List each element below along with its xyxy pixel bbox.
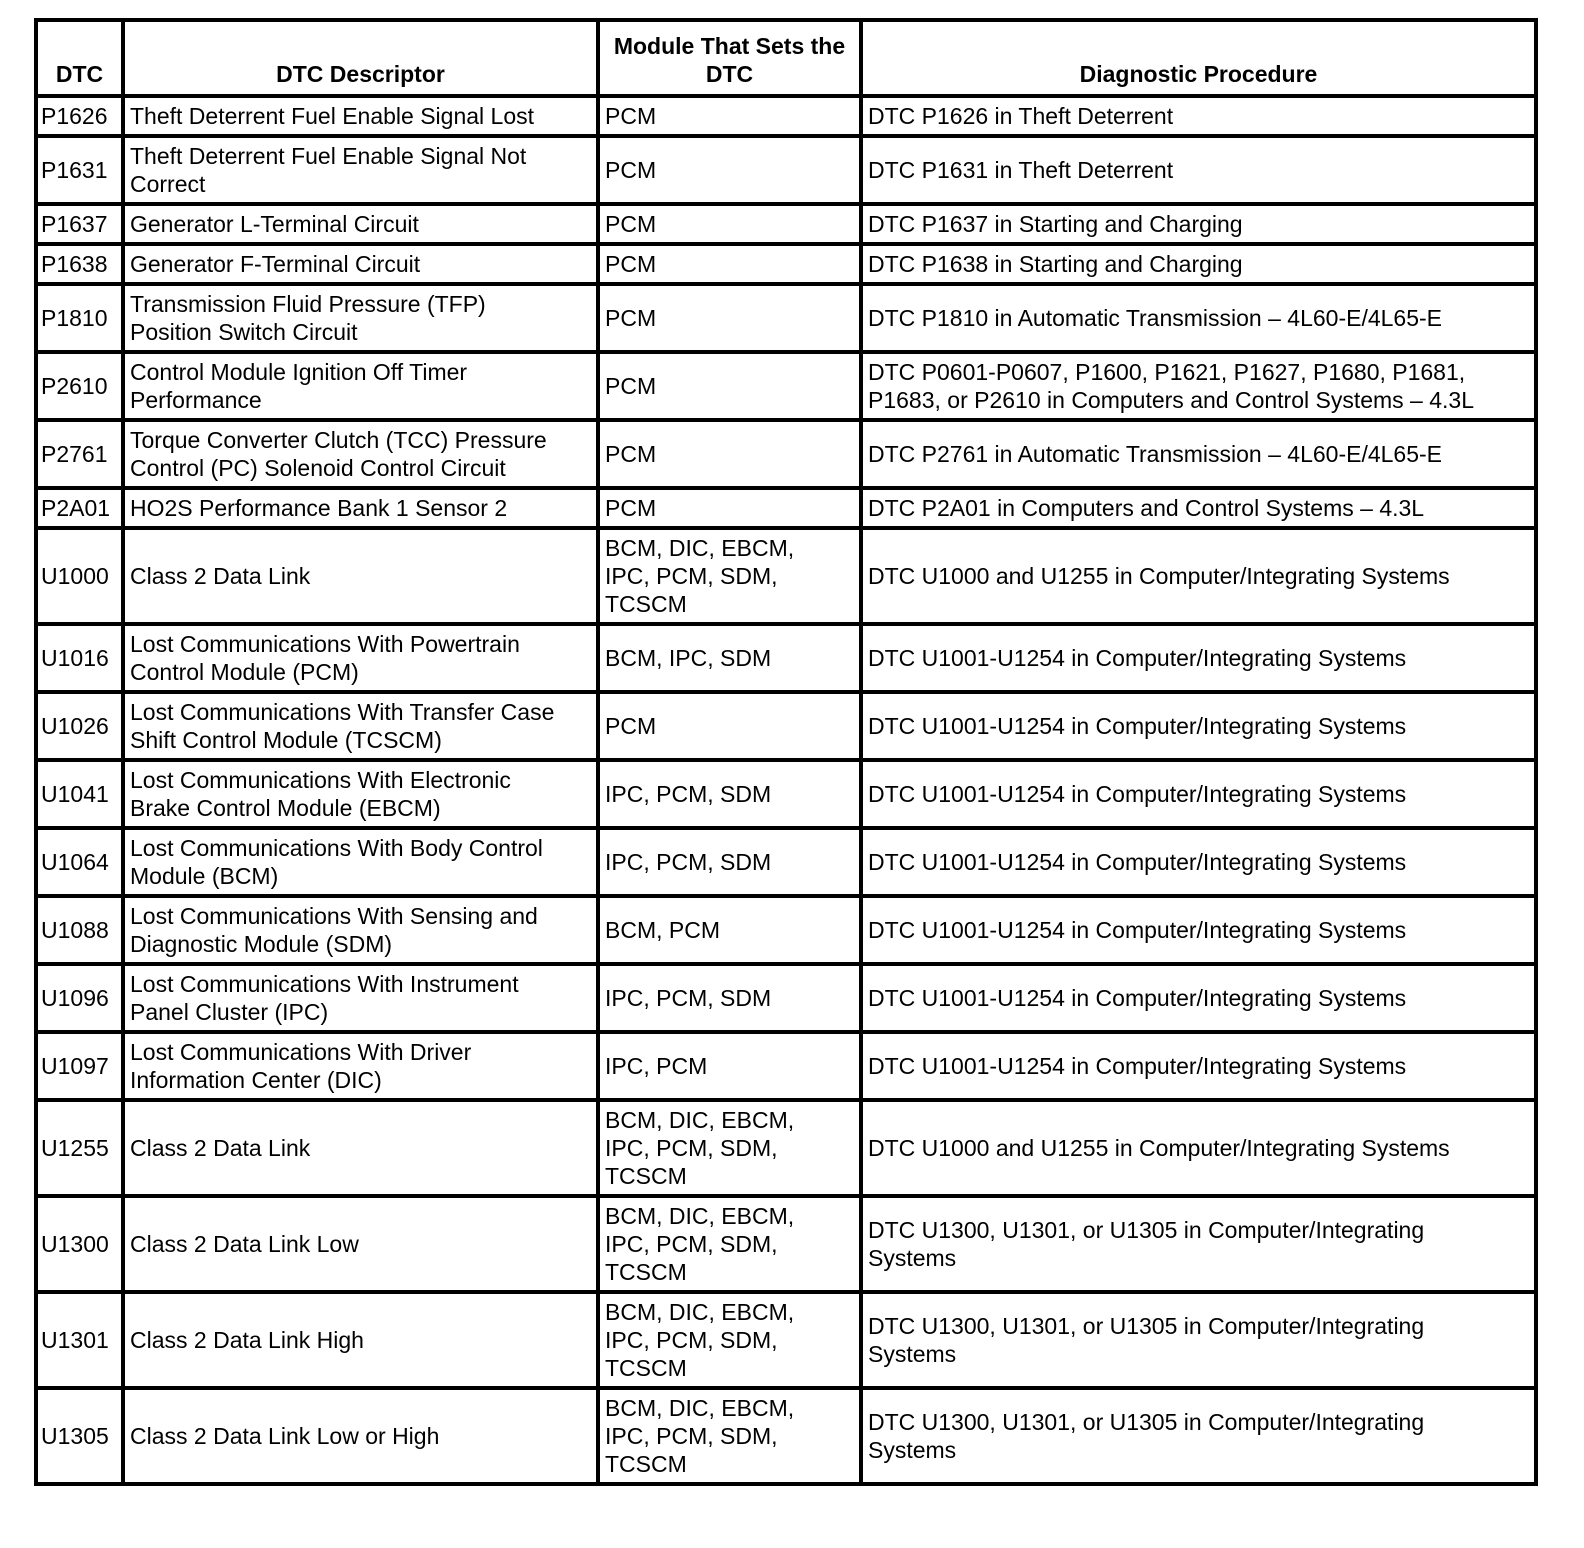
- dtc-descriptor-cell: Theft Deterrent Fuel Enable Signal Lost: [123, 96, 598, 136]
- module-cell: PCM: [598, 284, 861, 352]
- module-cell: BCM, DIC, EBCM, IPC, PCM, SDM, TCSCM: [598, 528, 861, 624]
- dtc-descriptor-cell: Class 2 Data Link Low or High: [123, 1388, 598, 1484]
- table-row: [36, 1196, 1536, 1292]
- table-body: [36, 96, 1536, 1484]
- header-procedure: Diagnostic Procedure: [861, 20, 1536, 96]
- module-cell: PCM: [598, 420, 861, 488]
- module-cell: PCM: [598, 692, 861, 760]
- dtc-code-cell: P1637: [36, 204, 123, 244]
- dtc-descriptor-cell: Generator F-Terminal Circuit: [123, 244, 598, 284]
- table-row: [36, 1388, 1536, 1484]
- module-cell: IPC, PCM, SDM: [598, 964, 861, 1032]
- dtc-code-cell: P2761: [36, 420, 123, 488]
- dtc-descriptor-cell: Lost Communications With Instrument Panel Cluster (IPC): [123, 964, 598, 1032]
- module-cell: PCM: [598, 488, 861, 528]
- module-cell: BCM, DIC, EBCM, IPC, PCM, SDM, TCSCM: [598, 1388, 861, 1484]
- table-row: [36, 284, 1536, 352]
- dtc-descriptor-cell: Lost Communications With Transfer Case Shift Control Module (TCSCM): [123, 692, 598, 760]
- table-row: [36, 896, 1536, 964]
- dtc-descriptor-cell: Generator L-Terminal Circuit: [123, 204, 598, 244]
- table-row: [36, 244, 1536, 284]
- module-cell: PCM: [598, 244, 861, 284]
- module-cell: BCM, IPC, SDM: [598, 624, 861, 692]
- header-module: Module That Sets the DTC: [598, 20, 861, 96]
- table-header: [36, 20, 1536, 96]
- procedure-cell: DTC U1300, U1301, or U1305 in Computer/Integrating Systems: [861, 1196, 1536, 1292]
- table-row: [36, 760, 1536, 828]
- dtc-code-cell: P1810: [36, 284, 123, 352]
- procedure-cell: DTC P2A01 in Computers and Control Systems – 4.3L: [861, 488, 1536, 528]
- module-cell: BCM, DIC, EBCM, IPC, PCM, SDM, TCSCM: [598, 1196, 861, 1292]
- table-row: [36, 488, 1536, 528]
- header-row: [36, 20, 1536, 96]
- dtc-code-cell: P2610: [36, 352, 123, 420]
- procedure-cell: DTC U1300, U1301, or U1305 in Computer/Integrating Systems: [861, 1292, 1536, 1388]
- dtc-descriptor-cell: Transmission Fluid Pressure (TFP) Position Switch Circuit: [123, 284, 598, 352]
- procedure-cell: DTC P2761 in Automatic Transmission – 4L60-E/4L65-E: [861, 420, 1536, 488]
- dtc-code-cell: U1300: [36, 1196, 123, 1292]
- dtc-code-cell: U1026: [36, 692, 123, 760]
- dtc-table: [34, 18, 1538, 1486]
- dtc-code-cell: U1064: [36, 828, 123, 896]
- dtc-descriptor-cell: Control Module Ignition Off Timer Performance: [123, 352, 598, 420]
- module-cell: IPC, PCM, SDM: [598, 828, 861, 896]
- dtc-code-cell: U1016: [36, 624, 123, 692]
- table-row: [36, 828, 1536, 896]
- dtc-code-cell: U1096: [36, 964, 123, 1032]
- table-row: [36, 420, 1536, 488]
- dtc-code-cell: U1097: [36, 1032, 123, 1100]
- table-row: [36, 352, 1536, 420]
- module-cell: PCM: [598, 96, 861, 136]
- table-row: [36, 1032, 1536, 1100]
- procedure-cell: DTC P0601-P0607, P1600, P1621, P1627, P1680, P1681, P1683, or P2610 in Computers and Control Systems – 4.3L: [861, 352, 1536, 420]
- procedure-cell: DTC P1631 in Theft Deterrent: [861, 136, 1536, 204]
- dtc-code-cell: U1000: [36, 528, 123, 624]
- procedure-cell: DTC U1001-U1254 in Computer/Integrating Systems: [861, 1032, 1536, 1100]
- dtc-descriptor-cell: Class 2 Data Link: [123, 1100, 598, 1196]
- procedure-cell: DTC U1001-U1254 in Computer/Integrating Systems: [861, 692, 1536, 760]
- table-row: [36, 96, 1536, 136]
- dtc-descriptor-cell: HO2S Performance Bank 1 Sensor 2: [123, 488, 598, 528]
- procedure-cell: DTC P1638 in Starting and Charging: [861, 244, 1536, 284]
- module-cell: BCM, PCM: [598, 896, 861, 964]
- table-row: [36, 528, 1536, 624]
- table-row: [36, 1292, 1536, 1388]
- procedure-cell: DTC U1001-U1254 in Computer/Integrating Systems: [861, 896, 1536, 964]
- dtc-descriptor-cell: Class 2 Data Link High: [123, 1292, 598, 1388]
- dtc-descriptor-cell: Class 2 Data Link Low: [123, 1196, 598, 1292]
- procedure-cell: DTC U1001-U1254 in Computer/Integrating Systems: [861, 760, 1536, 828]
- procedure-cell: DTC U1001-U1254 in Computer/Integrating Systems: [861, 624, 1536, 692]
- dtc-code-cell: P1626: [36, 96, 123, 136]
- dtc-code-cell: U1301: [36, 1292, 123, 1388]
- procedure-cell: DTC U1000 and U1255 in Computer/Integrating Systems: [861, 1100, 1536, 1196]
- module-cell: PCM: [598, 204, 861, 244]
- table-row: [36, 136, 1536, 204]
- module-cell: PCM: [598, 352, 861, 420]
- dtc-descriptor-cell: Class 2 Data Link: [123, 528, 598, 624]
- header-descriptor: DTC Descriptor: [123, 20, 598, 96]
- procedure-cell: DTC P1626 in Theft Deterrent: [861, 96, 1536, 136]
- header-dtc: DTC: [36, 20, 123, 96]
- procedure-cell: DTC P1810 in Automatic Transmission – 4L60-E/4L65-E: [861, 284, 1536, 352]
- module-cell: IPC, PCM: [598, 1032, 861, 1100]
- module-cell: PCM: [598, 136, 861, 204]
- dtc-descriptor-cell: Lost Communications With Powertrain Control Module (PCM): [123, 624, 598, 692]
- dtc-code-cell: P1638: [36, 244, 123, 284]
- procedure-cell: DTC U1001-U1254 in Computer/Integrating Systems: [861, 828, 1536, 896]
- dtc-code-cell: U1305: [36, 1388, 123, 1484]
- procedure-cell: DTC U1000 and U1255 in Computer/Integrating Systems: [861, 528, 1536, 624]
- module-cell: IPC, PCM, SDM: [598, 760, 861, 828]
- module-cell: BCM, DIC, EBCM, IPC, PCM, SDM, TCSCM: [598, 1292, 861, 1388]
- table-row: [36, 624, 1536, 692]
- procedure-cell: DTC U1001-U1254 in Computer/Integrating Systems: [861, 964, 1536, 1032]
- table-row: [36, 964, 1536, 1032]
- dtc-descriptor-cell: Theft Deterrent Fuel Enable Signal Not Correct: [123, 136, 598, 204]
- procedure-cell: DTC P1637 in Starting and Charging: [861, 204, 1536, 244]
- table-row: [36, 692, 1536, 760]
- dtc-descriptor-cell: Lost Communications With Sensing and Diagnostic Module (SDM): [123, 896, 598, 964]
- dtc-code-cell: U1255: [36, 1100, 123, 1196]
- table-row: [36, 1100, 1536, 1196]
- dtc-descriptor-cell: Lost Communications With Body Control Module (BCM): [123, 828, 598, 896]
- dtc-descriptor-cell: Torque Converter Clutch (TCC) Pressure Control (PC) Solenoid Control Circuit: [123, 420, 598, 488]
- dtc-code-cell: P1631: [36, 136, 123, 204]
- table-row: [36, 204, 1536, 244]
- module-cell: BCM, DIC, EBCM, IPC, PCM, SDM, TCSCM: [598, 1100, 861, 1196]
- dtc-code-cell: U1088: [36, 896, 123, 964]
- dtc-code-cell: P2A01: [36, 488, 123, 528]
- dtc-descriptor-cell: Lost Communications With Driver Information Center (DIC): [123, 1032, 598, 1100]
- dtc-descriptor-cell: Lost Communications With Electronic Brake Control Module (EBCM): [123, 760, 598, 828]
- dtc-code-cell: U1041: [36, 760, 123, 828]
- procedure-cell: DTC U1300, U1301, or U1305 in Computer/Integrating Systems: [861, 1388, 1536, 1484]
